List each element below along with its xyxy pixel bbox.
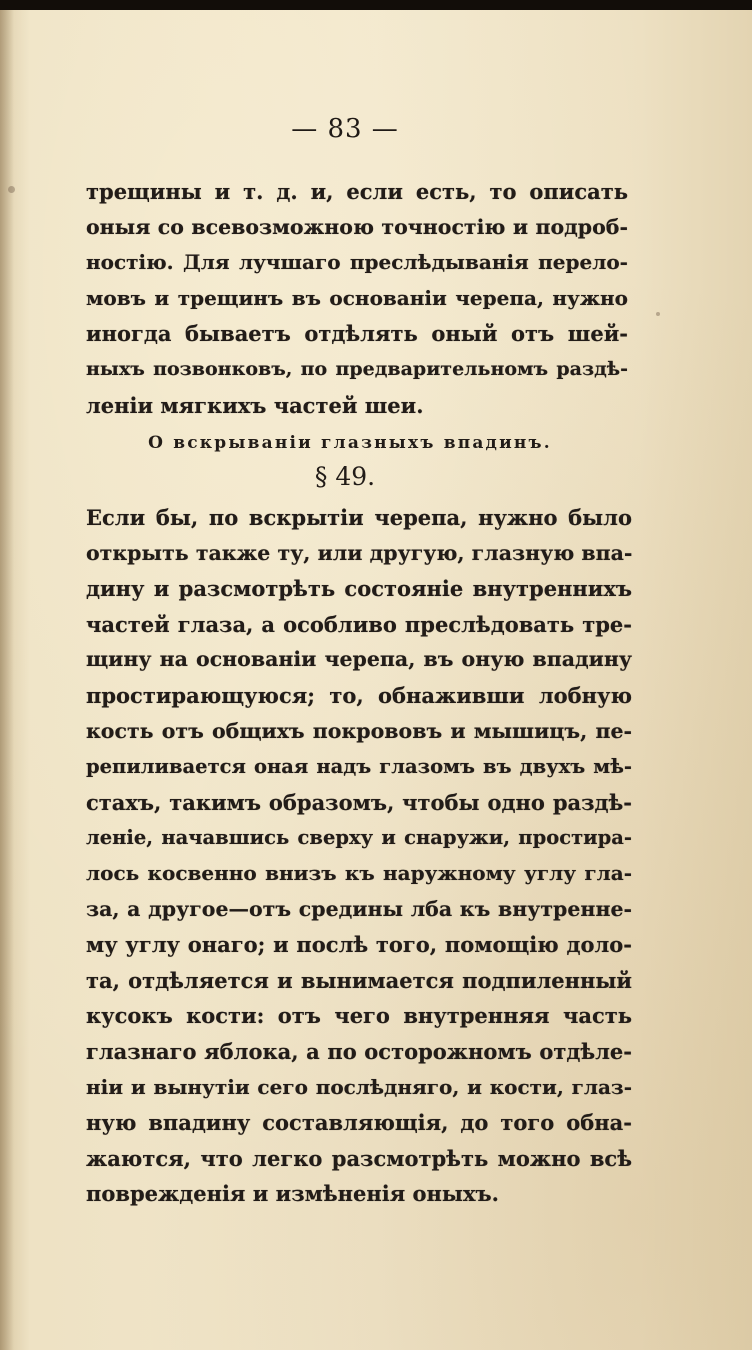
- text-line: за, а другое—отъ средины лба къ внутренне-: [86, 896, 632, 921]
- section-heading: О вскрываніи глазныхъ впадинъ.: [148, 433, 552, 453]
- text-line: поврежденія и измѣненія оныхъ.: [86, 1181, 499, 1207]
- paper-speck: [656, 312, 660, 316]
- page-number: — 83 —: [291, 114, 399, 144]
- text-line: щину на основаніи черепа, въ оную впадину: [86, 647, 632, 672]
- paragraph-1: [86, 174, 628, 423]
- text-line: лось косвенно внизъ къ наружному углу гла-: [86, 860, 632, 885]
- text-line: му углу онаго; и послѣ того, помощію доло-: [86, 932, 632, 958]
- text-line: Если бы, по вскрытіи черепа, нужно было: [86, 505, 632, 530]
- text-line: та, отдѣляется и вынимается подпиленный: [86, 967, 632, 993]
- text-line: ную впадину составляющія, до того обна-: [86, 1110, 632, 1136]
- book-page: [0, 10, 752, 1350]
- page-gutter-shadow: [0, 10, 14, 1350]
- text-line: дину и разсмотрѣть состояніе внутреннихъ: [86, 576, 632, 602]
- text-line: кость отъ общихъ покрововъ и мышицъ, пе-: [86, 718, 632, 743]
- text-line: жаются, что легко разсмотрѣть можно всѣ: [86, 1145, 632, 1171]
- text-line: ныхъ позвонковъ, по предварительномъ раздѣ-: [86, 357, 628, 380]
- text-line: иногда бываетъ отдѣлять оный отъ шей-: [86, 321, 628, 347]
- text-line: ніи и вынутіи сего послѣдняго, и кости, глаз-: [86, 1074, 632, 1099]
- scan-top-edge: [0, 0, 752, 10]
- text-line: мовъ и трещинъ въ основаніи черепа, нужно: [86, 285, 628, 310]
- text-line: стахъ, такимъ образомъ, чтобы одно раздѣ-: [86, 789, 632, 815]
- text-line: ностію. Для лучшаго преслѣдыванія перело-: [86, 250, 628, 275]
- section-number: § 49.: [314, 462, 376, 491]
- text-line: частей глаза, а особливо преслѣдовать тре-: [86, 611, 632, 637]
- text-line: открыть также ту, или другую, глазную впа-: [86, 540, 633, 565]
- text-line: леніе, начавшись сверху и снаружи, простира-: [86, 826, 632, 850]
- text-line: простирающуюся; то, обнаживши лобную: [86, 682, 632, 708]
- text-line: оныя со всевозможною точностію и подроб-: [86, 214, 628, 239]
- paper-speck: [8, 186, 15, 193]
- text-line: репиливается оная надъ глазомъ въ двухъ мѣ-: [86, 755, 632, 779]
- text-line: трещины и т. д. и, если есть, то описать: [86, 179, 628, 204]
- text-line: кусокъ кости: отъ чего внутренняя часть: [86, 1003, 632, 1029]
- paragraph-2: [86, 500, 632, 1212]
- text-line: глазнаго яблока, а по осторожномъ отдѣле-: [86, 1038, 632, 1064]
- text-line: леніи мягкихъ частей шеи.: [86, 392, 424, 418]
